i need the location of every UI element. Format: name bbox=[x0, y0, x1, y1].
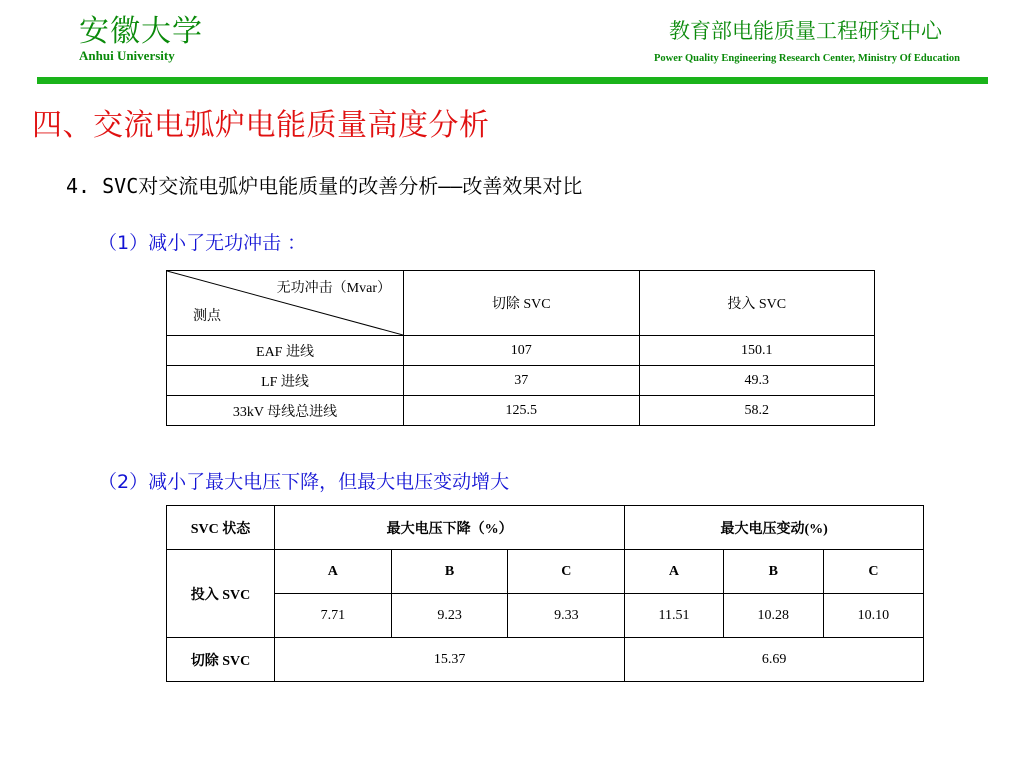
measure-point: 33kV 母线总进线 bbox=[167, 396, 404, 426]
drop-value-svc-off: 15.37 bbox=[275, 638, 625, 682]
drop-value-c: 9.33 bbox=[508, 594, 625, 638]
table-row bbox=[167, 638, 924, 682]
diagonal-header-top: 无功冲击（Mvar） bbox=[276, 281, 391, 296]
table-row bbox=[167, 366, 875, 396]
phase-header: A bbox=[275, 550, 392, 594]
change-value-b: 10.28 bbox=[723, 594, 823, 638]
research-center-name: 教育部电能质量工程研究中心 bbox=[669, 19, 942, 43]
value-svc-off: 107 bbox=[404, 336, 640, 366]
value-svc-on: 150.1 bbox=[639, 336, 875, 366]
measure-point: LF 进线 bbox=[167, 366, 404, 396]
research-center-name-english: Power Quality Engineering Research Center, Ministry Of Education bbox=[653, 53, 960, 64]
phase-header: C bbox=[823, 550, 923, 594]
drop-value-a: 7.71 bbox=[275, 594, 392, 638]
header-divider bbox=[37, 77, 988, 84]
value-svc-off: 37 bbox=[404, 366, 640, 396]
value-svc-on: 49.3 bbox=[639, 366, 875, 396]
svc-status-header: SVC 状态 bbox=[167, 506, 275, 550]
phase-header: B bbox=[391, 550, 508, 594]
change-value-a: 11.51 bbox=[625, 594, 724, 638]
diagonal-header-cell bbox=[167, 271, 404, 336]
phase-header: A bbox=[625, 550, 724, 594]
change-value-svc-off: 6.69 bbox=[625, 638, 924, 682]
table-row bbox=[167, 594, 924, 638]
subsection-title: 4. SVC对交流电弧炉电能质量的改善分析——改善效果对比 bbox=[66, 174, 583, 198]
voltage-drop-header: 最大电压下降（%） bbox=[275, 506, 625, 550]
value-svc-off: 125.5 bbox=[404, 396, 640, 426]
svc-on-label: 投入 SVC bbox=[167, 550, 275, 638]
table-row bbox=[167, 396, 875, 426]
item-2-heading: （2）减小了最大电压下降，但最大电压变动增大 bbox=[98, 471, 510, 493]
university-name: 安徽大学 bbox=[79, 14, 203, 49]
voltage-table bbox=[166, 505, 924, 682]
diagonal-header-bottom: 测点 bbox=[193, 309, 221, 324]
reactive-impact-table bbox=[166, 270, 875, 426]
column-header-svc-on: 投入 SVC bbox=[639, 271, 875, 336]
drop-value-b: 9.23 bbox=[391, 594, 508, 638]
svc-off-label: 切除 SVC bbox=[167, 638, 275, 682]
table-row bbox=[167, 336, 875, 366]
phase-header: C bbox=[508, 550, 625, 594]
section-title: 四、交流电弧炉电能质量高度分析 bbox=[32, 108, 490, 143]
change-value-c: 10.10 bbox=[823, 594, 923, 638]
item-1-heading: （1）减小了无功冲击 ： bbox=[98, 232, 307, 254]
measure-point: EAF 进线 bbox=[167, 336, 404, 366]
phase-header: B bbox=[723, 550, 823, 594]
value-svc-on: 58.2 bbox=[639, 396, 875, 426]
column-header-svc-off: 切除 SVC bbox=[404, 271, 640, 336]
voltage-change-header: 最大电压变动(%) bbox=[625, 506, 924, 550]
university-name-english: Anhui University bbox=[79, 48, 175, 63]
